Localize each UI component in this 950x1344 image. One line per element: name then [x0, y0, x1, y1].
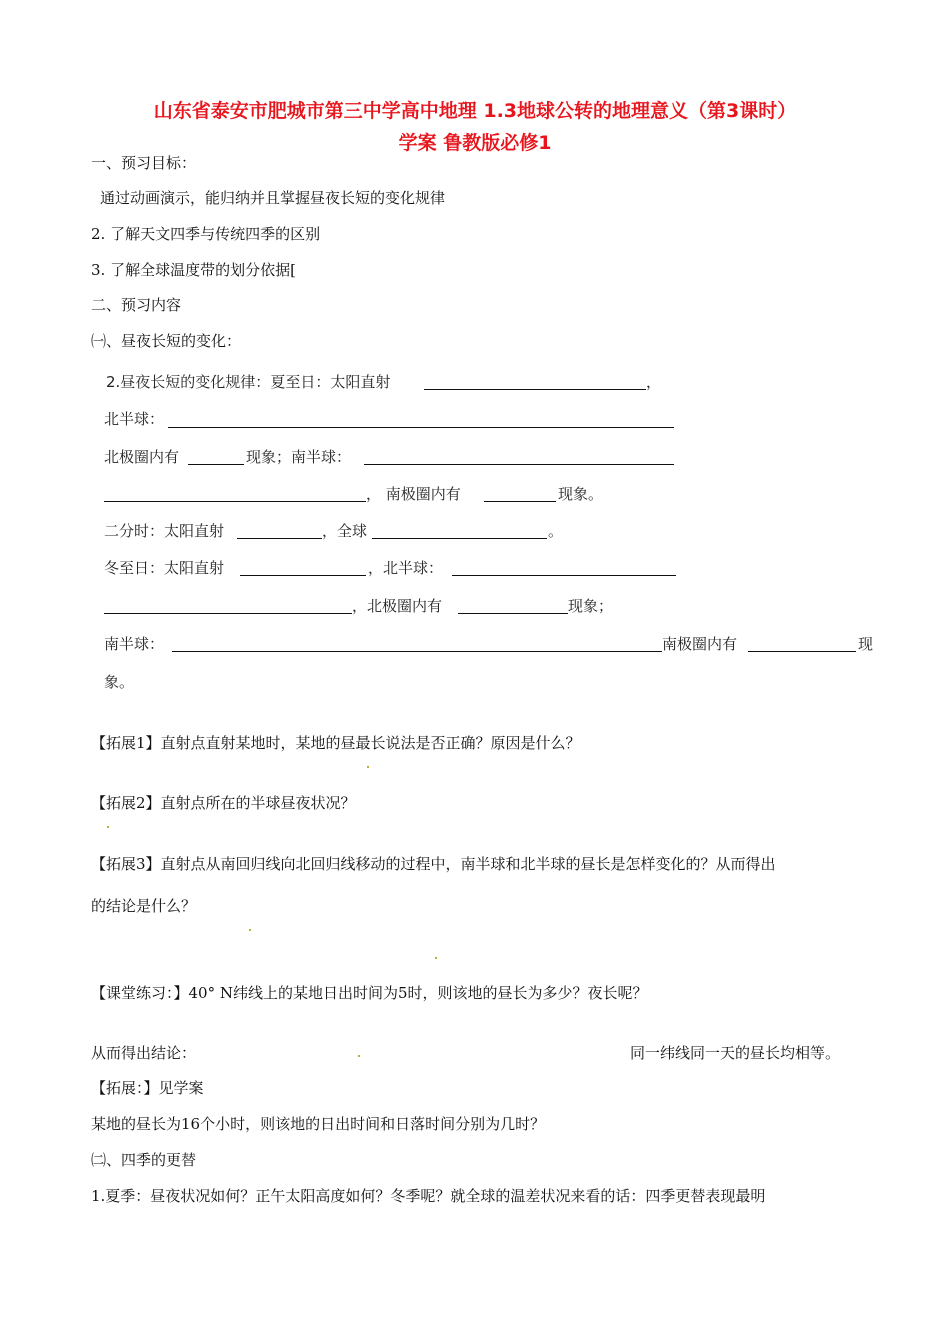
global-label: ，全球	[322, 522, 368, 540]
document-title-line2: 学案 鲁教版必修1	[398, 132, 552, 154]
blank-south-hemisphere-cont[interactable]	[104, 501, 366, 502]
seasons-heading: ㈡、四季的更替	[91, 1151, 197, 1169]
blank-summer-solstice[interactable]	[424, 389, 646, 390]
blank-arctic-phenomenon[interactable]	[188, 464, 244, 465]
xian-char: 现	[858, 635, 874, 653]
phenomenon-south-label: 现象；南半球：	[246, 448, 352, 466]
blank-winter-north[interactable]	[452, 575, 676, 576]
extension-2: 【拓展2】直射点所在的半球昼夜状况？	[91, 794, 356, 812]
blank-winter-south[interactable]	[172, 651, 662, 652]
blank-arctic-phenomenon-2[interactable]	[458, 613, 568, 614]
extension-1: 【拓展1】直射点直射某地时，某地的昼最长说法是否正确？原因是什么？	[91, 734, 581, 752]
phenomenon-end: 现象。	[558, 485, 604, 503]
north-hemisphere-label: 北半球：	[104, 410, 165, 428]
conclusion-label: 从而得出结论：	[91, 1044, 197, 1062]
section2-heading: 二、预习内容	[91, 296, 182, 314]
blank-north-hemisphere[interactable]	[168, 427, 674, 428]
practice-question: 某地的昼长为16个小时，则该地的日出时间和日落时间分别为几时？	[91, 1115, 546, 1133]
objective-item-3: 3. 了解全球温度带的划分依据[	[91, 261, 296, 279]
objective-item-1: 通过动画演示，能归纳并且掌握昼夜长短的变化规律	[100, 189, 446, 207]
south-hemisphere-label-2: 南半球：	[104, 635, 165, 653]
arctic-circle-label: 北极圈内有	[104, 448, 180, 466]
blank-winter-direct[interactable]	[240, 575, 366, 576]
blank-winter-north-cont[interactable]	[104, 613, 352, 614]
antarctic-circle-label-2: 南极圈内有	[662, 635, 738, 653]
phenomenon-semi: 现象；	[568, 597, 614, 615]
blank-south-hemisphere[interactable]	[364, 464, 674, 465]
section1-heading: 一、预习目标：	[91, 154, 197, 172]
blank-antarctic-phenomenon-2[interactable]	[748, 651, 856, 652]
subsection1-heading: ㈠、昼夜长短的变化：	[91, 332, 242, 350]
conclusion-statement: 同一纬线同一天的昼长均相等。	[630, 1044, 841, 1062]
speck	[367, 766, 369, 768]
blank-equinox-direct[interactable]	[237, 538, 322, 539]
blank-equinox-global[interactable]	[372, 538, 547, 539]
speck	[435, 957, 437, 959]
document-title-line1: 山东省泰安市肥城市第三中学高中地理 1.3地球公转的地理意义（第3课时）	[153, 100, 797, 122]
winter-solstice-label: 冬至日：太阳直射	[104, 559, 225, 577]
speck	[249, 929, 251, 931]
speck	[358, 1055, 360, 1057]
comma: ，	[646, 373, 662, 391]
equinox-label: 二分时：太阳直射	[104, 522, 225, 540]
objective-item-2: 2. 了解天文四季与传统四季的区别	[91, 225, 321, 243]
extension-label: 【拓展：】见学案	[91, 1079, 204, 1097]
extension-3-line1: 【拓展3】直射点从南回归线向北回归线移动的过程中，南半球和北半球的昼长是怎样变化的？从而得出	[91, 855, 776, 873]
period: 。	[548, 522, 564, 540]
antarctic-circle-label: ， 南极圈内有	[366, 485, 461, 503]
xiang-char: 象。	[104, 673, 135, 691]
rule-title: 2.昼夜长短的变化规律：夏至日：太阳直射	[106, 373, 391, 391]
extension-3-line2: 的结论是什么？	[91, 897, 197, 915]
arctic-circle-label-2: ，北极圈内有	[352, 597, 443, 615]
speck	[107, 826, 109, 828]
north-hemisphere-label-2: ，北半球：	[368, 559, 444, 577]
seasons-item-1: 1.夏季：昼夜状况如何？正午太阳高度如何？冬季呢？就全球的温差状况来看的话：四季更替表现最明	[91, 1187, 766, 1205]
blank-antarctic-phenomenon[interactable]	[484, 501, 556, 502]
class-practice: 【课堂练习：】40° N纬线上的某地日出时间为5时，则该地的昼长为多少？夜长呢？	[91, 984, 648, 1002]
